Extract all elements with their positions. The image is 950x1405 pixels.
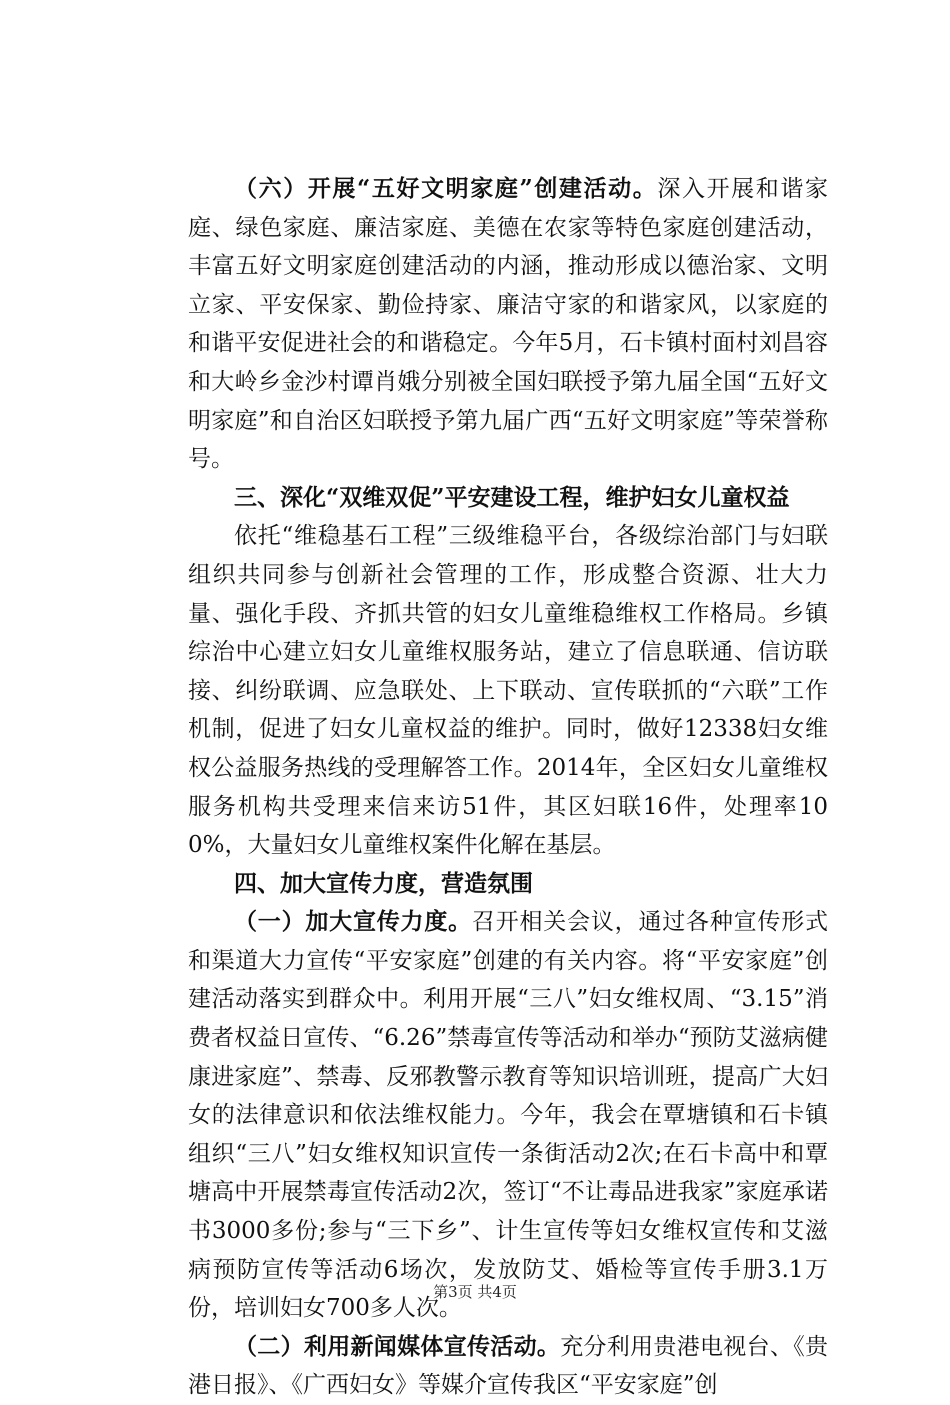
document-body bbox=[188, 170, 828, 1405]
paragraph-four-one-lead: （一）加大宣传力度。 bbox=[234, 908, 472, 936]
paragraph-six-lead: （六）开展“五好文明家庭”创建活动。 bbox=[234, 175, 658, 202]
paragraph-four-two-body: 充分利用贵港电视台、《贵港日报》、《广西妇女》等媒介宣传我区“平安家庭”创 bbox=[188, 1333, 829, 1399]
paragraph-four-one bbox=[188, 903, 828, 1328]
section-heading-three: 三、深化“双维双促”平安建设工程，维护妇女儿童权益 bbox=[234, 483, 790, 511]
paragraph-six bbox=[188, 170, 828, 479]
page-footer: 第3页 共4页 bbox=[433, 1283, 517, 1301]
paragraph-section-three: 依托“维稳基石工程”三级维稳平台，各级综治部门与妇联组织共同参与创新社会管理的工作，形成整合资源、壮大力量、强化手段、齐抓共管的妇女儿童维稳维权工作格局。乡镇综治中心建立妇女儿童维权服务站，建立了信息联通、信访联接、纠纷联调、应急联处、上下联动、宣传联抓的“六联”工作机制，促进了妇女儿童权益的维护。同时，做好12338妇女维权公益服务热线的受理解答工作。2014年，全区妇女儿童维权服务机构共受理来信来访51件，其区妇联16件，处理率100%，大量妇女儿童维权案件化解在基层。 bbox=[188, 523, 828, 859]
paragraph-four-two-lead: （二）利用新闻媒体宣传活动。 bbox=[234, 1332, 561, 1360]
paragraph-four-two bbox=[188, 1328, 828, 1405]
section-heading-four: 四、加大宣传力度，营造氛围 bbox=[234, 869, 533, 897]
paragraph-four-one-body: 召开相关会议，通过各种宣传形式和渠道大力宣传“平安家庭”创建的有关内容。将“平安家庭”创建活动落实到群众中。利用开展“三八”妇女维权周、“3.15”消费者权益日宣传、“6.26”禁毒宣传等活动和举办“预防艾滋病健康进家庭”、禁毒、反邪教警示教育等知识培训班，提高广大妇女的法律意识和依法维权能力。今年，我会在覃塘镇和石卡镇组织“三八”妇女维权知识宣传一条街活动2次;在石卡高中和覃塘高中开展禁毒宣传活动2次，签订“不让毒品进我家”家庭承诺书3000多份;参与“三下乡”、计生宣传等妇女维权宣传和艾滋病预防宣传等活动6场次，发放防艾、婚检等宣传手册3.1万份，培训妇女700多人次。 bbox=[188, 909, 829, 1322]
paragraph-six-body: 深入开展和谐家庭、绿色家庭、廉洁家庭、美德在农家等特色家庭创建活动，丰富五好文明家庭创建活动的内涵，推动形成以德治家、文明立家、平安保家、勤俭持家、廉洁守家的和谐家风，以家庭的和谐平安促进社会的和谐稳定。今年5月，石卡镇村面村刘昌容和大岭乡金沙村谭肖娥分别被全国妇联授予第九届全国“五好文明家庭”和自治区妇联授予第九届广西“五好文明家庭”等荣誉称号。 bbox=[188, 176, 828, 473]
